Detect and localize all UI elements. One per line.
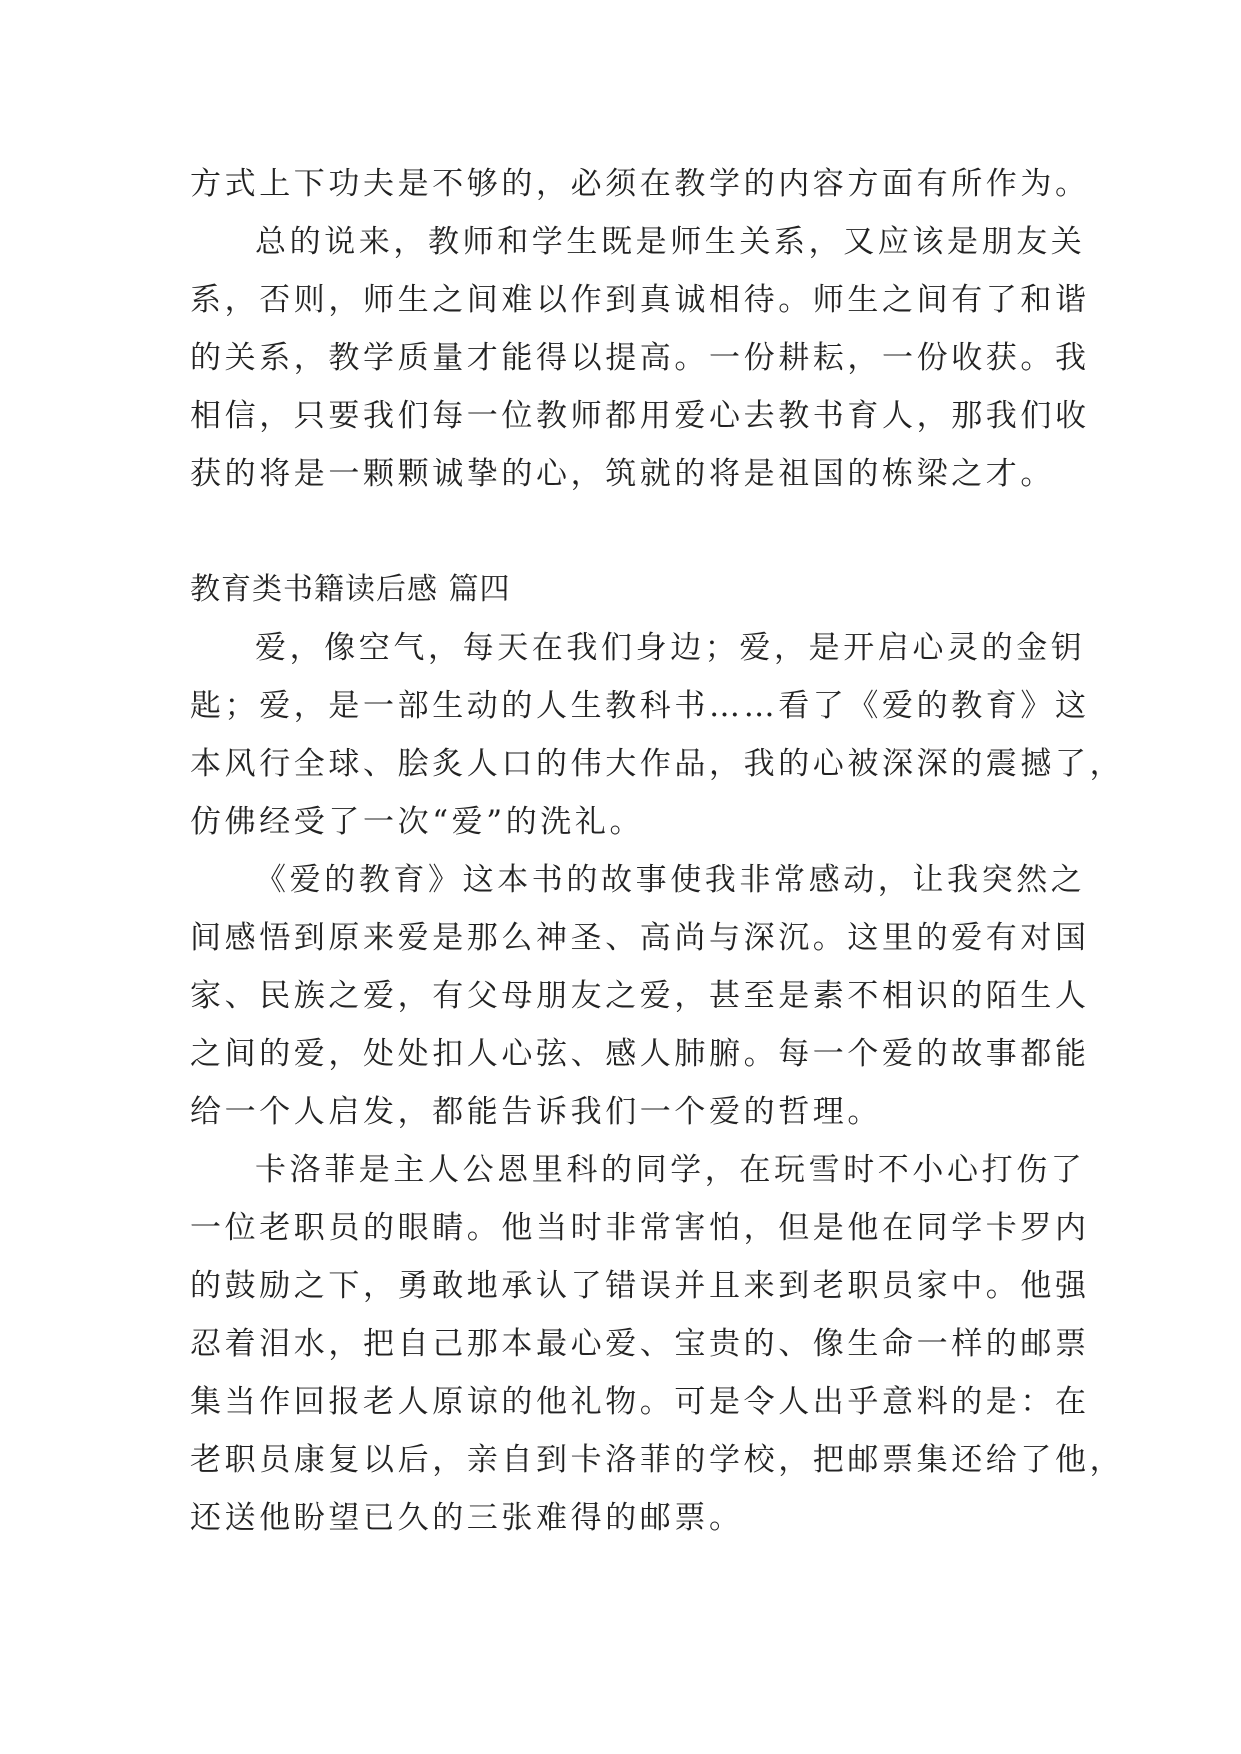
text-line: 匙；爱，是一部生动的人生教科书……看了《爱的教育》这 bbox=[190, 688, 1090, 724]
section-heading: 教育类书籍读后感 篇四 bbox=[190, 572, 511, 607]
text-line: 卡洛菲是主人公恩里科的同学，在玩雪时不小心打伤了 bbox=[255, 1152, 1086, 1188]
text-line: 系，否则，师生之间难以作到真诚相待。师生之间有了和谐 bbox=[190, 282, 1090, 318]
text-line: 之间的爱，处处扣人心弦、感人肺腑。每一个爱的故事都能 bbox=[190, 1036, 1090, 1072]
text-line: 间感悟到原来爱是那么神圣、高尚与深沉。这里的爱有对国 bbox=[190, 920, 1090, 956]
text-line: 集当作回报老人原谅的他礼物。可是令人出乎意料的是：在 bbox=[190, 1384, 1090, 1420]
text-line: 给一个人启发，都能告诉我们一个爱的哲理。 bbox=[190, 1094, 882, 1130]
text-line: 爱，像空气，每天在我们身边；爱，是开启心灵的金钥 bbox=[255, 630, 1086, 666]
text-line: 一位老职员的眼睛。他当时非常害怕，但是他在同学卡罗内 bbox=[190, 1210, 1090, 1246]
text-line: 本风行全球、脍炙人口的伟大作品，我的心被深深的震撼了， bbox=[190, 746, 1125, 782]
text-line: 《爱的教育》这本书的故事使我非常感动，让我突然之 bbox=[255, 862, 1086, 898]
text-line: 获的将是一颗颗诚挚的心，筑就的将是祖国的栋梁之才。 bbox=[190, 456, 1055, 492]
text-line: 还送他盼望已久的三张难得的邮票。 bbox=[190, 1500, 744, 1536]
text-line: 方式上下功夫是不够的，必须在教学的内容方面有所作为。 bbox=[190, 166, 1090, 202]
text-line: 仿佛经受了一次“爱”的洗礼。 bbox=[190, 804, 645, 840]
text-line: 总的说来，教师和学生既是师生关系，又应该是朋友关 bbox=[255, 224, 1086, 260]
text-line: 的关系，教学质量才能得以提高。一份耕耘，一份收获。我 bbox=[190, 340, 1090, 376]
text-line: 家、民族之爱，有父母朋友之爱，甚至是素不相识的陌生人 bbox=[190, 978, 1090, 1014]
text-line: 的鼓励之下，勇敢地承认了错误并且来到老职员家中。他强 bbox=[190, 1268, 1090, 1304]
text-line: 相信，只要我们每一位教师都用爱心去教书育人，那我们收 bbox=[190, 398, 1090, 434]
text-line: 忍着泪水，把自己那本最心爱、宝贵的、像生命一样的邮票 bbox=[190, 1326, 1090, 1362]
text-line: 老职员康复以后，亲自到卡洛菲的学校，把邮票集还给了他， bbox=[190, 1442, 1125, 1478]
